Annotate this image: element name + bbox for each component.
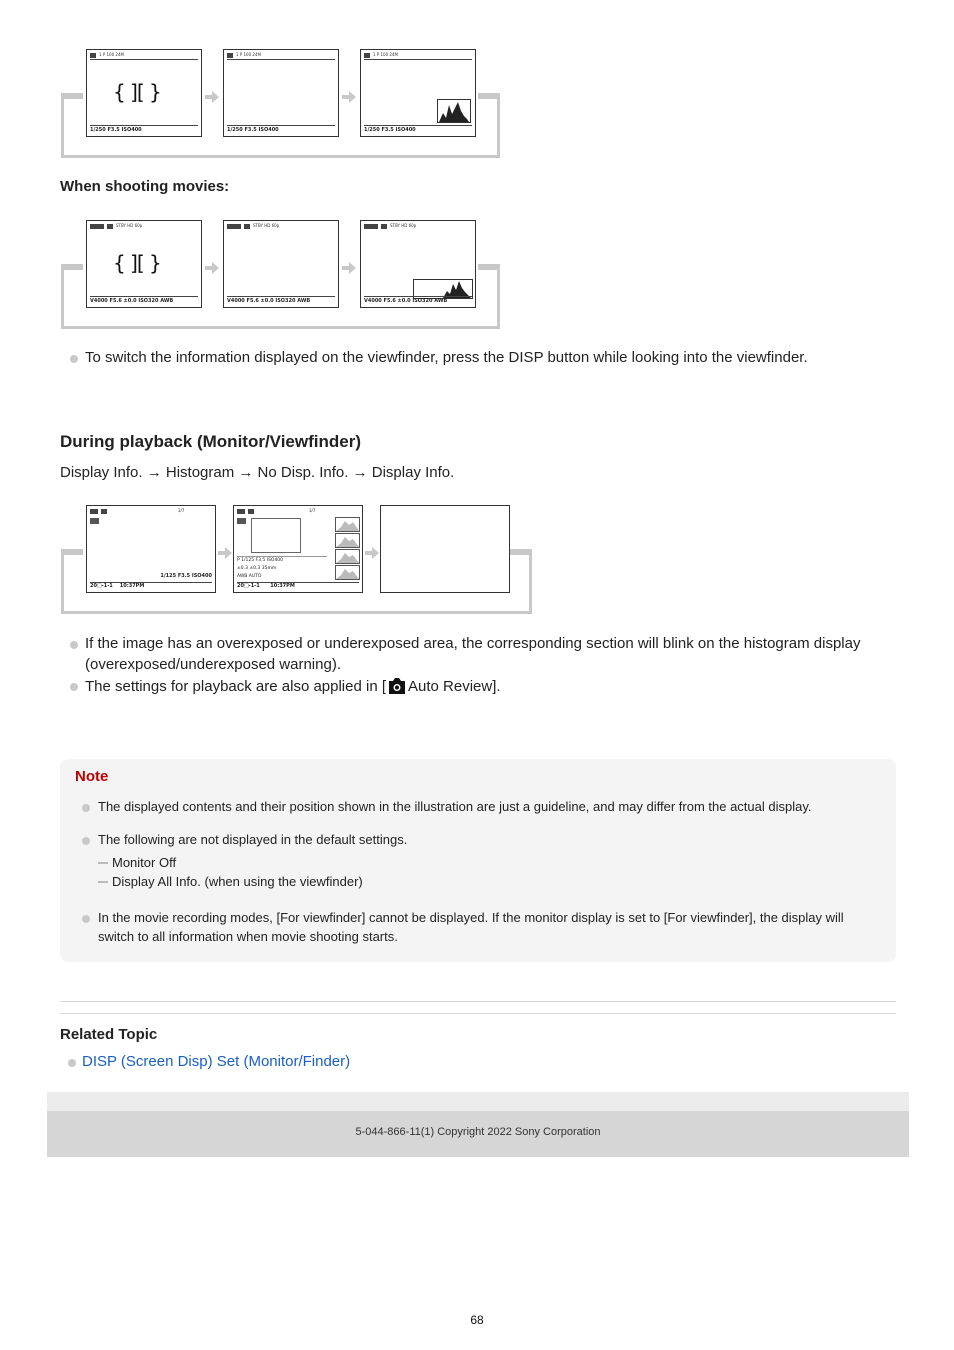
movies-heading: When shooting movies: [60, 178, 230, 195]
vf-screen-1 [86, 49, 202, 137]
screen-top-info: STBY HD 60p [90, 223, 198, 229]
screen-top-info: STBY HD 60p [227, 223, 335, 229]
note-item: The following are not displayed in the default settings. [98, 832, 408, 847]
playback-heading: During playback (Monitor/Viewfinder) [60, 432, 361, 451]
note-title: Note [75, 768, 109, 785]
copyright-text: 5-044-866-11(1) Copyright 2022 Sony Corporation [355, 1126, 601, 1138]
screen-bottom-info: V4000 F5.6 ±0.0 ISO320 AWB [90, 298, 174, 304]
exposure-info: 1/125 F3.5 ISO400 [160, 573, 212, 579]
note-subitem: Display All Info. (when using the viewfinder) [112, 874, 363, 889]
screen-bottom-info: 20□-1-1 10:37PM [237, 583, 295, 589]
arrow-right-icon [342, 262, 356, 274]
cycle-arrow-out [478, 264, 500, 270]
note-item: In the movie recording modes, [For viewfinder] cannot be displayed. If the monitor display is set to [For viewfinder], the display will switch to all information when movie shooting starts. [98, 910, 844, 944]
cycle-arrow-in [61, 549, 83, 555]
screen-bottom-info: 1/250 F3.5 ISO400 [364, 127, 416, 133]
bullet [70, 355, 78, 363]
playback-screen-histogram [233, 505, 363, 593]
bullet [82, 804, 90, 812]
af-frame-icon: { ][ } [113, 251, 161, 275]
vf-screen-2 [223, 220, 339, 308]
cycle-arrow-in [61, 264, 83, 270]
page-number: 68 [470, 1313, 484, 1327]
histogram-icon [437, 99, 471, 123]
vf-screen-3 [360, 49, 476, 137]
dash [98, 862, 108, 864]
protect-icon [90, 518, 99, 524]
screen-top-info: STBY HD 60p [364, 223, 472, 229]
arrow-right-icon [205, 262, 219, 274]
divider [60, 1013, 896, 1014]
dash [98, 881, 108, 883]
arrow-right-icon [365, 547, 379, 559]
thumbnail-frame [251, 518, 301, 553]
cycle-arrow-in [61, 93, 83, 99]
vf-screen-2 [223, 49, 339, 137]
camera-icon [388, 678, 406, 694]
bullet [70, 641, 78, 649]
screen-top-info: 3/7 [237, 508, 359, 514]
playback-screen-blank [380, 505, 510, 593]
footer [47, 1111, 909, 1157]
arrow-right-icon [342, 91, 356, 103]
playback-sequence: Display Info. → Histogram → No Disp. Info. → Display Info. [60, 464, 455, 481]
screen-top-info: 1 P 100 24M [90, 52, 198, 58]
arrow-right-icon [205, 91, 219, 103]
bullet [70, 683, 78, 691]
overexposure-warning-text: If the image has an overexposed or underexposed area, the corresponding section will blink on the histogram display (overexposed/underexposed warning). [85, 635, 861, 673]
viewfinder-tip: To switch the information displayed on the viewfinder, press the DISP button while looking into the viewfinder. [85, 349, 808, 366]
related-topic-link[interactable]: DISP (Screen Disp) Set (Monitor/Finder) [82, 1053, 351, 1070]
bullet [82, 837, 90, 845]
histogram-stack-icon [335, 517, 360, 581]
screen-bottom-info: 1/250 F3.5 ISO400 [90, 127, 142, 133]
screen-top-info: 1 P 100 24M [227, 52, 335, 58]
vf-screen-3 [360, 220, 476, 308]
cycle-arrow-out [510, 549, 532, 555]
auto-review-text: The settings for playback are also applied in [ Auto Review]. [85, 678, 501, 695]
shooting-data: P 1/125 F3.5 ISO400 ±0.3 ±0.3 35mm AWB AUTO [237, 556, 327, 581]
af-frame-icon: { ][ } [113, 80, 161, 104]
related-topic-heading: Related Topic [60, 1026, 158, 1043]
vf-screen-1 [86, 220, 202, 308]
bullet [68, 1059, 76, 1067]
note-item: The displayed contents and their position shown in the illustration are just a guideline, and may differ from the actual display. [98, 799, 812, 814]
screen-top-info: 3/7 [90, 508, 212, 514]
screen-bottom-info: V4000 F5.6 ±0.0 ISO320 AWB [364, 298, 448, 304]
note-subitem: Monitor Off [112, 855, 177, 870]
cycle-arrow-out [478, 93, 500, 99]
footer-band [47, 1092, 909, 1111]
arrow-right-icon [218, 547, 232, 559]
screen-bottom-info: 20□-1-1 10:37PM [90, 583, 145, 589]
divider [60, 1001, 896, 1002]
screen-bottom-info: 1/250 F3.5 ISO400 [227, 127, 279, 133]
screen-top-info: 1 P 100 24M [364, 52, 472, 58]
protect-icon [237, 518, 246, 524]
playback-screen-info [86, 505, 216, 593]
bullet [82, 915, 90, 923]
screen-bottom-info: V4000 F5.6 ±0.0 ISO320 AWB [227, 298, 311, 304]
